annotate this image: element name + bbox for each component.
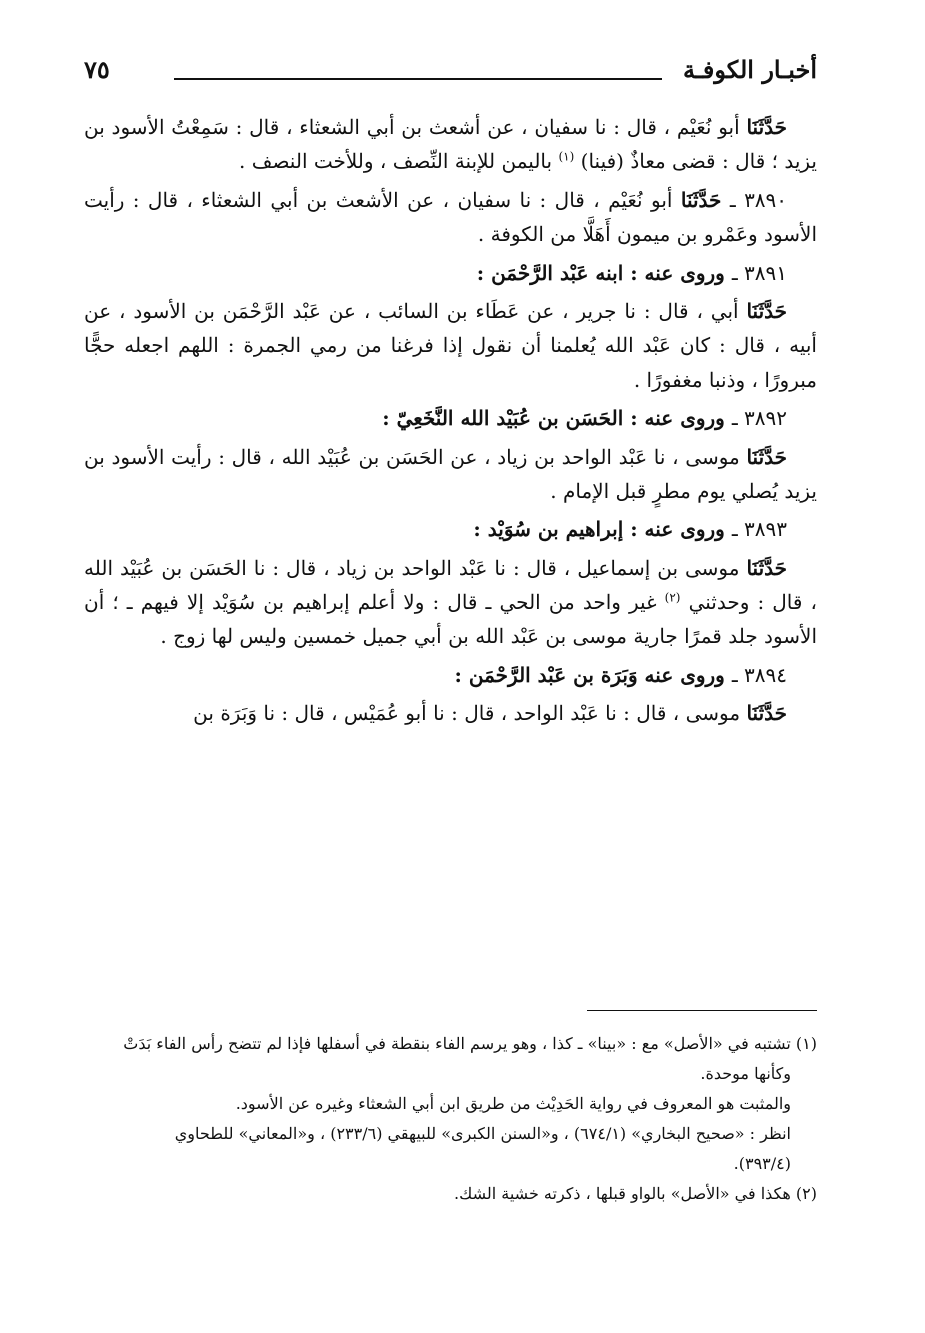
section-heading <box>84 401 817 435</box>
footnotes <box>84 1030 817 1210</box>
footnote-marker[interactable]: (٢) <box>664 590 681 605</box>
footnote-rule <box>587 1010 817 1011</box>
footnote-1-continuation: (٣٩٣/٤). <box>733 1154 791 1173</box>
heading-text: وروى عنه : ابنه عَبْد الرَّحْمَن : <box>476 260 725 285</box>
paragraph <box>84 294 817 397</box>
page-number: ٧٥ <box>84 55 110 84</box>
heading-text: وروى عنه وَبَرَة بن عَبْد الرَّحْمَن : <box>454 662 725 687</box>
footnote-1-continuation: والمثبت هو المعروف في رواية الحَدِيْث من طريق ابن أبي الشعثاء وغيره عن الأسود. <box>235 1094 791 1113</box>
paragraph <box>84 696 817 730</box>
paragraph-text: باليمن للإبنة النِّصف ، وللأخت النصف . <box>239 149 553 174</box>
heading-text: وروى عنه : الحَسَن بن عُبَيْد الله النَّخَعِيّ : <box>382 406 725 431</box>
section-heading <box>84 658 817 692</box>
entry-number: ٣٨٩٤ ـ <box>731 662 787 687</box>
entry-number: ٣٨٩٠ ـ <box>729 187 788 212</box>
narration-lead: حَدَّثَنَا <box>746 555 787 580</box>
paragraph-text: غير واحد من الحي ـ قال : ولا أعلم إبراهيم بن سُوَيْد إلا فيهم ـ ؛ أن الأسود جلد قمرًا جارية موسى بن عَبْد الله بن أبي جميل خمسين وليس لها زوج . <box>84 590 817 649</box>
running-title: أخبـار الكوفـة <box>682 55 817 84</box>
running-header <box>84 55 817 91</box>
main-text <box>84 110 817 735</box>
footnote-1-continuation: انظر : «صحيح البخاري» (٦٧٤/١) ، و«السنن الكبرى» للبيهقي (٢٣٣/٦) ، و«المعاني» للطحاوي <box>174 1124 791 1143</box>
paragraph-text: موسى ، قال : نا عَبْد الواحد ، قال : نا أبو عُمَيْس ، قال : نا وَبَرَة بن <box>193 701 741 726</box>
narration-lead: حَدَّثَنَا <box>746 444 788 469</box>
footnote-marker[interactable]: (١) <box>558 149 575 164</box>
paragraph <box>84 110 817 179</box>
paragraph-text: موسى بن إسماعيل ، قال : نا عَبْد الواحد بن زياد ، قال : نا الحَسَن بن عُبَيْد الله ، قال : وحدثني <box>84 555 817 615</box>
section-heading <box>84 256 817 290</box>
entry-number: ٣٨٩٢ ـ <box>731 406 787 431</box>
paragraph-text: أبي ، قال : نا جرير ، عن عَطَاء بن السائب ، عن عَبْد الرَّحْمَن بن الأسود ، عن أبيه ، قال : كان عَبْد الله يُعلمنا أن نقول إذا فرغنا من رمي الجمرة : اللهم اجعله حجًّا مبرورًا ، وذنبا مغفورًا . <box>84 298 817 392</box>
paragraph <box>84 440 817 509</box>
narration-lead: حَدَّثَنَا <box>746 115 787 139</box>
section-heading <box>84 512 817 546</box>
footnote-1-continuation: وكأنها موحدة. <box>700 1064 791 1083</box>
header-rule <box>174 78 662 80</box>
footnote-2: (٢) هكذا في «الأصل» بالواو قبلها ، ذكرته خشية الشك. <box>454 1184 817 1203</box>
footnote-1: (١) تشتبه في «الأصل» مع : «بينا» ـ كذا ، وهو يرسم الفاء بنقطة في أسفلها فإذا لم تتضح رأس الفاء بَدَتْ <box>123 1034 817 1053</box>
entry-number: ٣٨٩٣ ـ <box>731 517 787 542</box>
paragraph <box>84 183 817 252</box>
paragraph-text: موسى ، نا عَبْد الواحد بن زياد ، عن الحَسَن بن عُبَيْد الله ، قال : رأيت الأسود بن يزيد يُصلي يوم مطرٍ قبل الإمام . <box>84 444 817 503</box>
narration-lead: حَدَّثَنَا <box>746 701 787 726</box>
paragraph-text: أبو نُعَيْم ، قال : نا سفيان ، عن أشعث بن أبي الشعثاء ، قال : سَمِعْتُ الأسود بن يزيد ؛ قال : قضى معاذٌ (فينا) <box>84 115 817 174</box>
heading-text: وروى عنه : إبراهيم بن سُوَيْد : <box>473 517 725 542</box>
narration-lead: حَدَّثَنَا <box>680 187 722 212</box>
entry-number: ٣٨٩١ ـ <box>731 260 787 285</box>
paragraph-text: أبو نُعَيْم ، قال : نا سفيان ، عن الأشعث بن أبي الشعثاء ، قال : رأيت الأسود وعَمْرو بن ميمون أَهَلَّا من الكوفة . <box>84 187 817 247</box>
narration-lead: حَدَّثَنَا <box>746 298 787 323</box>
paragraph <box>84 551 817 654</box>
